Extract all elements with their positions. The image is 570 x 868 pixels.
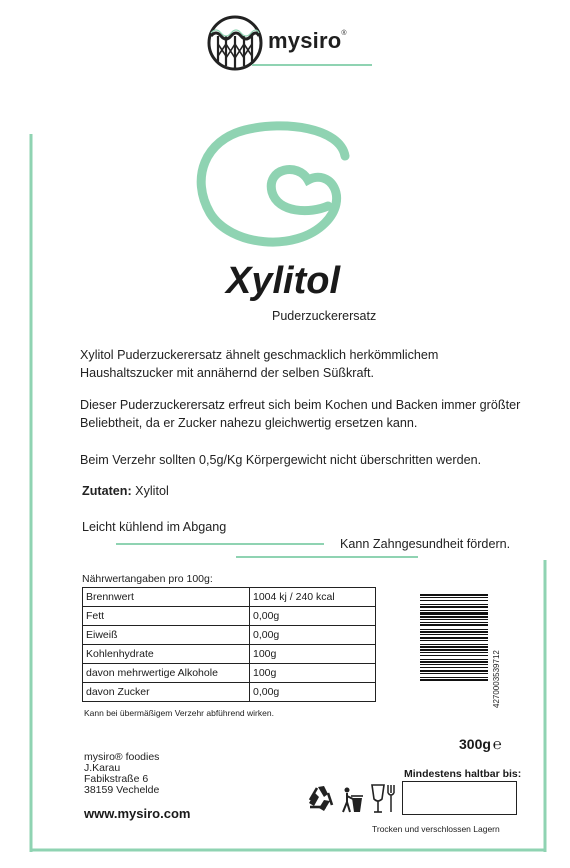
ingredients-label: Zutaten:	[82, 484, 132, 498]
website: www.mysiro.com	[84, 806, 191, 821]
nutrient-value: 0,00g	[250, 626, 376, 645]
barcode-bar	[420, 594, 488, 596]
barcode-bar	[420, 606, 488, 608]
description-paragraph: Xylitol Puderzuckerersatz ähnelt geschmacklich herkömmlichem Haushaltszucker mit annähernd der selben Süßkraft.	[80, 348, 439, 380]
barcode-bar	[420, 624, 488, 626]
barcode-bar	[420, 679, 488, 681]
contact-person: J.Karau	[84, 762, 121, 774]
cooling-claim: Leicht kühlend im Abgang	[82, 520, 227, 534]
nutrition-heading: Nährwertangaben pro 100g:	[82, 573, 213, 585]
barcode-bar	[420, 670, 488, 672]
barcode-bar	[420, 629, 488, 630]
product-title: Xylitol	[226, 260, 341, 302]
accent-line	[236, 556, 418, 558]
nutrient-label: Kohlenhydrate	[83, 645, 250, 664]
nutrient-label: davon Zucker	[83, 683, 250, 702]
barcode-bar	[420, 631, 488, 633]
nutrient-value: 0,00g	[250, 607, 376, 626]
table-row	[83, 683, 376, 702]
table-row	[83, 588, 376, 607]
nutrient-value: 100g	[250, 664, 376, 683]
barcode-bar	[420, 637, 488, 639]
nutrient-label: Fett	[83, 607, 250, 626]
dental-claim: Kann Zahngesundheit fördern.	[340, 537, 511, 551]
barcode-bar	[420, 610, 488, 611]
laxative-warning: Kann bei übermäßigem Verzehr abführend wirken.	[84, 708, 274, 718]
barcode-bar	[420, 616, 488, 618]
storage-instructions: Trocken und verschlossen Lagern	[372, 824, 500, 834]
barcode-bar	[420, 677, 488, 678]
barcode-bar	[420, 667, 488, 668]
barcode-bar	[420, 649, 488, 651]
trash-bin-person-icon	[343, 788, 363, 813]
barcode-bar	[420, 612, 488, 615]
nutrient-label: Brennwert	[83, 588, 250, 607]
nutrient-label: Eiweiß	[83, 626, 250, 645]
table-row	[83, 607, 376, 626]
table-row	[83, 626, 376, 645]
net-weight-value: 300g	[459, 736, 491, 752]
barcode-bar	[420, 622, 488, 623]
description-paragraph: Dieser Puderzuckerersatz erfreut sich beim Kochen und Backen immer größter Beliebtheit, da er Zucker nahezu gleichwertig ersetzen kann.	[80, 398, 521, 430]
dosage-note: Beim Verzehr sollten 0,5g/Kg Körpergewicht nicht überschritten werden.	[80, 453, 482, 467]
table-row	[83, 645, 376, 664]
best-before-date-box	[402, 781, 517, 815]
barcode-bars	[420, 594, 488, 681]
nutrient-label: davon mehrwertige Alkohole	[83, 664, 250, 683]
nutrient-value: 0,00g	[250, 683, 376, 702]
barcode-bar	[420, 655, 488, 656]
company-name: mysiro® foodies	[84, 751, 160, 763]
ingredients-line	[82, 484, 169, 498]
barcode-bar	[420, 646, 488, 648]
brand-name: mysiro®	[268, 28, 347, 53]
best-before-label: Mindestens haltbar bis:	[404, 768, 522, 780]
barcode-bar	[420, 634, 488, 635]
barcode	[420, 590, 500, 710]
barcode-bar	[420, 652, 488, 653]
barcode-bar	[420, 640, 488, 641]
recycle-icon	[309, 786, 332, 811]
barcode-bar	[420, 597, 488, 598]
barcode-bar	[420, 673, 488, 674]
food-safe-glass-fork-icon	[372, 785, 394, 812]
product-subtitle: Puderzuckerersatz	[272, 309, 377, 323]
nutrient-value: 100g	[250, 645, 376, 664]
swirl-heart-decoration	[190, 118, 370, 258]
manufacturer-address	[84, 752, 159, 796]
net-weight	[459, 736, 502, 753]
barcode-bar	[420, 604, 488, 605]
estimated-sign-icon: ℮	[492, 736, 502, 753]
city: 38159 Vechelde	[84, 784, 160, 796]
nutrient-value: 1004 kj / 240 kcal	[250, 588, 376, 607]
table-row	[83, 664, 376, 683]
ingredients-value: Xylitol	[131, 484, 169, 498]
nutrition-table	[82, 587, 376, 702]
barcode-bar	[420, 659, 488, 660]
barcode-number: 4270003539712	[492, 650, 501, 708]
disposal-icons	[306, 782, 398, 816]
barcode-bar	[420, 600, 488, 601]
street: Fabikstraße 6	[84, 773, 149, 785]
barcode-bar	[420, 619, 488, 620]
barcode-bar	[420, 644, 488, 645]
brand-underline	[252, 64, 372, 66]
accent-line	[116, 543, 324, 545]
barcode-bar	[420, 661, 488, 663]
barcode-bar	[420, 664, 488, 665]
